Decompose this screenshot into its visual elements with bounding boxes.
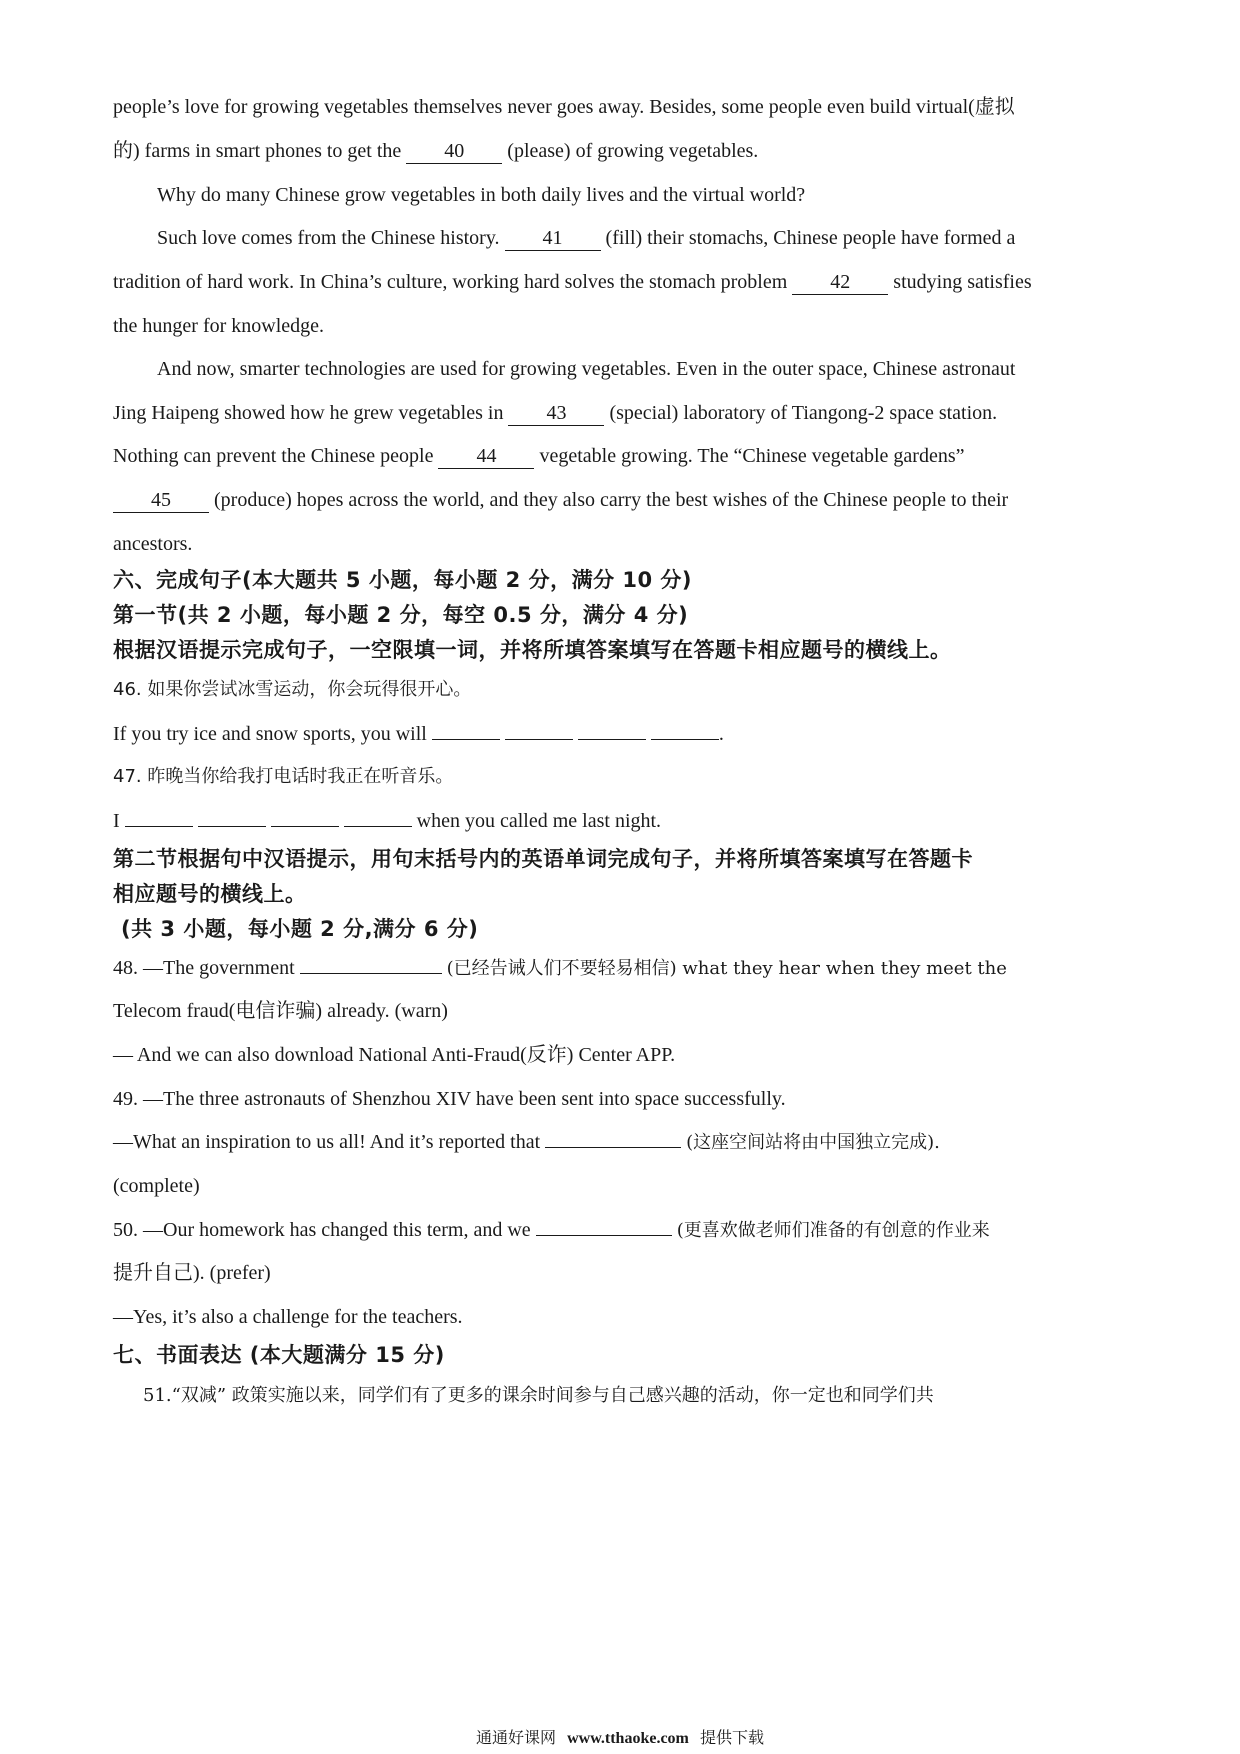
q50-line: —Yes, it’s also a challenge for the teachers. <box>113 1306 463 1328</box>
q48-line: — And we can also download National Anti-Fraud(反诈) Center APP. <box>113 1044 676 1066</box>
passage-line <box>113 137 1133 165</box>
q49-text: —What an inspiration to us all! And it’s reported that <box>113 1131 541 1153</box>
footer-download-text: 提供下载 <box>699 1728 764 1747</box>
blank-40[interactable]: 40 <box>406 139 502 164</box>
q47-blank-3[interactable] <box>271 826 339 827</box>
q48-text: (已经告诫人们不要轻易相信) what they hear when they meet the <box>446 958 1007 979</box>
passage-text: (please) of growing vegetables. <box>507 140 759 162</box>
passage-text: Such love comes from the Chinese history. <box>157 227 500 249</box>
part2-title: (共 3 小题，每小题 2 分,满分 6 分) <box>121 917 479 941</box>
footer-site-name: 通通好课网 <box>476 1728 557 1747</box>
passage-line <box>157 181 1177 209</box>
passage-line <box>113 93 1133 121</box>
blank-43[interactable]: 43 <box>508 401 604 426</box>
passage-line <box>157 224 1177 252</box>
passage-line <box>113 268 1133 296</box>
passage-line <box>113 312 1133 340</box>
part2-title: 相应题号的横线上。 <box>113 882 307 906</box>
passage-text: Nothing can prevent the Chinese people <box>113 445 434 467</box>
blank-42[interactable]: 42 <box>792 270 888 295</box>
q49-line: (complete) <box>113 1175 200 1197</box>
passage-text: (fill) their stomachs, Chinese people have formed a <box>605 227 1016 249</box>
passage-text: Jing Haipeng showed how he grew vegetables in <box>113 402 504 424</box>
part1-title: 第一节(共 2 小题，每小题 2 分，每空 0.5 分，满分 4 分) <box>113 603 689 627</box>
q48-line <box>113 954 1133 983</box>
part2-title: 第二节根据句中汉语提示，用句末括号内的英语单词完成句子，并将所填答案填写在答题卡 <box>113 847 973 871</box>
q48-text: 48. —The government <box>113 957 295 979</box>
part1-instruction: 根据汉语提示完成句子，一空限填一词，并将所填答案填写在答题卡相应题号的横线上。 <box>113 638 952 662</box>
q46-blank-3[interactable] <box>578 739 646 740</box>
q46-blank-4[interactable] <box>651 739 719 740</box>
passage-text: studying satisfies <box>893 271 1032 293</box>
q47-text: when you called me last night. <box>416 810 662 832</box>
q51-prompt: 51.“双减” 政策实施以来，同学们有了更多的课余时间参与自己感兴趣的活动，你一定也和同学们共 <box>143 1385 934 1406</box>
q50-text: (更喜欢做老师们准备的有创意的作业来 <box>676 1220 990 1241</box>
passage-text: Why do many Chinese grow vegetables in both daily lives and the virtual world? <box>157 184 806 206</box>
q47-english <box>113 807 1133 835</box>
blank-45[interactable]: 45 <box>113 488 209 513</box>
q48-line: Telecom fraud(电信诈骗) already. (warn) <box>113 1000 448 1022</box>
blank-41[interactable]: 41 <box>505 226 601 251</box>
passage-text: And now, smarter technologies are used for growing vegetables. Even in the outer space, Chinese astronaut <box>157 358 1016 380</box>
q50-line <box>113 1216 1133 1245</box>
q47-text: I <box>113 810 120 832</box>
passage-text: (special) laboratory of Tiangong-2 space station. <box>609 402 998 424</box>
q49-text: (这座空间站将由中国独立完成). <box>686 1132 940 1153</box>
passage-line <box>113 530 1133 558</box>
section6-title: 六、完成句子(本大题共 5 小题，每小题 2 分，满分 10 分) <box>113 568 693 592</box>
passage-text: people’s love for growing vegetables themselves never goes away. Besides, some people even build virtual(虚拟 <box>113 96 1015 118</box>
q46-english: If you try ice and snow sports, you will . <box>113 723 724 745</box>
footer-url[interactable]: www.tthaoke.com <box>567 1730 689 1747</box>
passage-text: vegetable growing. The “Chinese vegetable gardens” <box>539 445 965 467</box>
passage-text: tradition of hard work. In China’s culture, working hard solves the stomach problem <box>113 271 788 293</box>
passage-line <box>113 399 1133 427</box>
page-footer <box>0 1725 1240 1748</box>
q50-text: 50. —Our homework has changed this term, and we <box>113 1219 531 1241</box>
q46-blank-2[interactable] <box>505 739 573 740</box>
blank-44[interactable]: 44 <box>438 444 534 469</box>
q48-blank[interactable] <box>300 973 442 974</box>
q49-blank[interactable] <box>545 1147 681 1148</box>
q47-blank-2[interactable] <box>198 826 266 827</box>
passage-text: 的) farms in smart phones to get the <box>113 140 402 162</box>
passage-text: the hunger for knowledge. <box>113 315 325 337</box>
q47-blank-4[interactable] <box>344 826 412 827</box>
section7-title: 七、书面表达 (本大题满分 15 分) <box>113 1343 445 1367</box>
q50-blank[interactable] <box>536 1235 672 1236</box>
passage-line <box>113 442 1133 470</box>
q47-chinese: 47. 昨晚当你给我打电话时我正在听音乐。 <box>113 766 454 787</box>
q46-blank-1[interactable] <box>432 739 500 740</box>
q49-line <box>113 1128 1133 1157</box>
passage-line <box>113 486 1133 514</box>
passage-text: (produce) hopes across the world, and they also carry the best wishes of the Chinese people to their <box>214 489 1009 511</box>
passage-line <box>157 355 1177 383</box>
q50-line: 提升自己). (prefer) <box>113 1262 271 1284</box>
q47-blank-1[interactable] <box>125 826 193 827</box>
q49-line: 49. —The three astronauts of Shenzhou XIV have been sent into space successfully. <box>113 1088 786 1110</box>
passage-text: ancestors. <box>113 533 193 555</box>
q46-chinese: 46. 如果你尝试冰雪运动，你会玩得很开心。 <box>113 679 472 700</box>
q46-text: If you try ice and snow sports, you will <box>113 723 427 745</box>
